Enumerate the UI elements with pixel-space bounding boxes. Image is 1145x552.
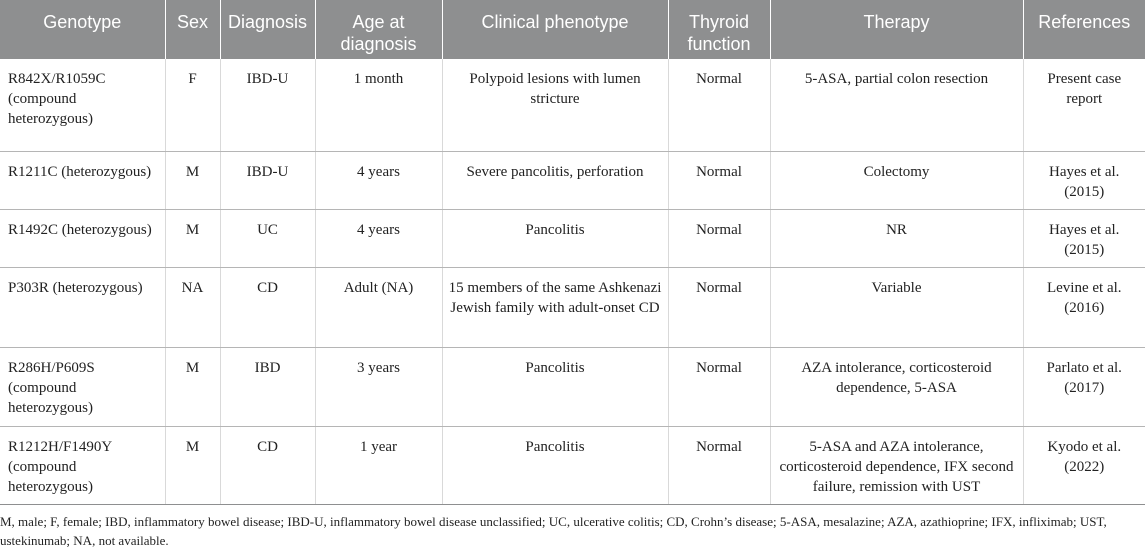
- cell-genotype: P303R (heterozygous): [0, 267, 165, 347]
- cell-diagnosis: CD: [220, 267, 315, 347]
- cell-reference: Parlato et al. (2017): [1023, 347, 1145, 426]
- cell-thyroid: Normal: [668, 59, 770, 151]
- table-row: [0, 59, 1145, 151]
- cell-diagnosis: IBD-U: [220, 151, 315, 209]
- table-row: [0, 267, 1145, 347]
- header-sex: Sex: [165, 0, 220, 59]
- table-row: [0, 426, 1145, 504]
- header-diagnosis: Diagnosis: [220, 0, 315, 59]
- cell-phenotype: Pancolitis: [442, 347, 668, 426]
- cell-genotype: R1212H/F1490Y (compound heterozygous): [0, 426, 165, 504]
- cell-reference: Hayes et al. (2015): [1023, 151, 1145, 209]
- header-therapy: Therapy: [770, 0, 1023, 59]
- cell-age: 4 years: [315, 151, 442, 209]
- cell-genotype: R1211C (heterozygous): [0, 151, 165, 209]
- cell-sex: M: [165, 209, 220, 267]
- cell-therapy: NR: [770, 209, 1023, 267]
- cell-age: 4 years: [315, 209, 442, 267]
- header-thyroid-function: Thyroid function: [668, 0, 770, 59]
- cell-therapy: Colectomy: [770, 151, 1023, 209]
- cell-phenotype: Polypoid lesions with lumen stricture: [442, 59, 668, 151]
- cell-therapy: Variable: [770, 267, 1023, 347]
- cell-sex: M: [165, 151, 220, 209]
- cell-sex: M: [165, 426, 220, 504]
- cell-genotype: R286H/P609S (compound heterozygous): [0, 347, 165, 426]
- cell-genotype: R842X/R1059C (compound heterozygous): [0, 59, 165, 151]
- cell-reference: Hayes et al. (2015): [1023, 209, 1145, 267]
- cell-thyroid: Normal: [668, 209, 770, 267]
- cell-therapy: 5-ASA and AZA intolerance, corticosteroid dependence, IFX second failure, remission with UST: [770, 426, 1023, 504]
- cell-reference: Kyodo et al. (2022): [1023, 426, 1145, 504]
- table-footnote: M, male; F, female; IBD, inflammatory bowel disease; IBD-U, inflammatory bowel disease unclassified; UC, ulcerative colitis; CD, Crohn’s disease; 5-ASA, mesalazine; AZA, azathioprine; IFX, infliximab; UST, ustekinumab; NA, not available.: [0, 514, 1107, 548]
- header-references: References: [1023, 0, 1145, 59]
- cell-therapy: 5-ASA, partial colon resection: [770, 59, 1023, 151]
- cell-age: 1 year: [315, 426, 442, 504]
- cell-age: 1 month: [315, 59, 442, 151]
- cell-diagnosis: CD: [220, 426, 315, 504]
- cell-therapy: AZA intolerance, corticosteroid dependence, 5-ASA: [770, 347, 1023, 426]
- cell-age: Adult (NA): [315, 267, 442, 347]
- cell-diagnosis: UC: [220, 209, 315, 267]
- cell-phenotype: Severe pancolitis, perforation: [442, 151, 668, 209]
- cell-thyroid: Normal: [668, 267, 770, 347]
- cell-diagnosis: IBD: [220, 347, 315, 426]
- cell-genotype: R1492C (heterozygous): [0, 209, 165, 267]
- cell-diagnosis: IBD-U: [220, 59, 315, 151]
- cell-phenotype: Pancolitis: [442, 426, 668, 504]
- cell-reference: Present case report: [1023, 59, 1145, 151]
- table-header-row: [0, 0, 1145, 59]
- header-age-at-diagnosis: Age at diagnosis: [315, 0, 442, 59]
- cell-age: 3 years: [315, 347, 442, 426]
- cell-phenotype: Pancolitis: [442, 209, 668, 267]
- table-row: [0, 151, 1145, 209]
- table-row: [0, 347, 1145, 426]
- cell-sex: M: [165, 347, 220, 426]
- header-clinical-phenotype: Clinical phenotype: [442, 0, 668, 59]
- table-row: [0, 209, 1145, 267]
- cell-thyroid: Normal: [668, 151, 770, 209]
- cell-thyroid: Normal: [668, 426, 770, 504]
- cell-sex: F: [165, 59, 220, 151]
- cell-phenotype: 15 members of the same Ashkenazi Jewish family with adult-onset CD: [442, 267, 668, 347]
- cell-thyroid: Normal: [668, 347, 770, 426]
- cell-sex: NA: [165, 267, 220, 347]
- header-genotype: Genotype: [0, 0, 165, 59]
- cell-reference: Levine et al. (2016): [1023, 267, 1145, 347]
